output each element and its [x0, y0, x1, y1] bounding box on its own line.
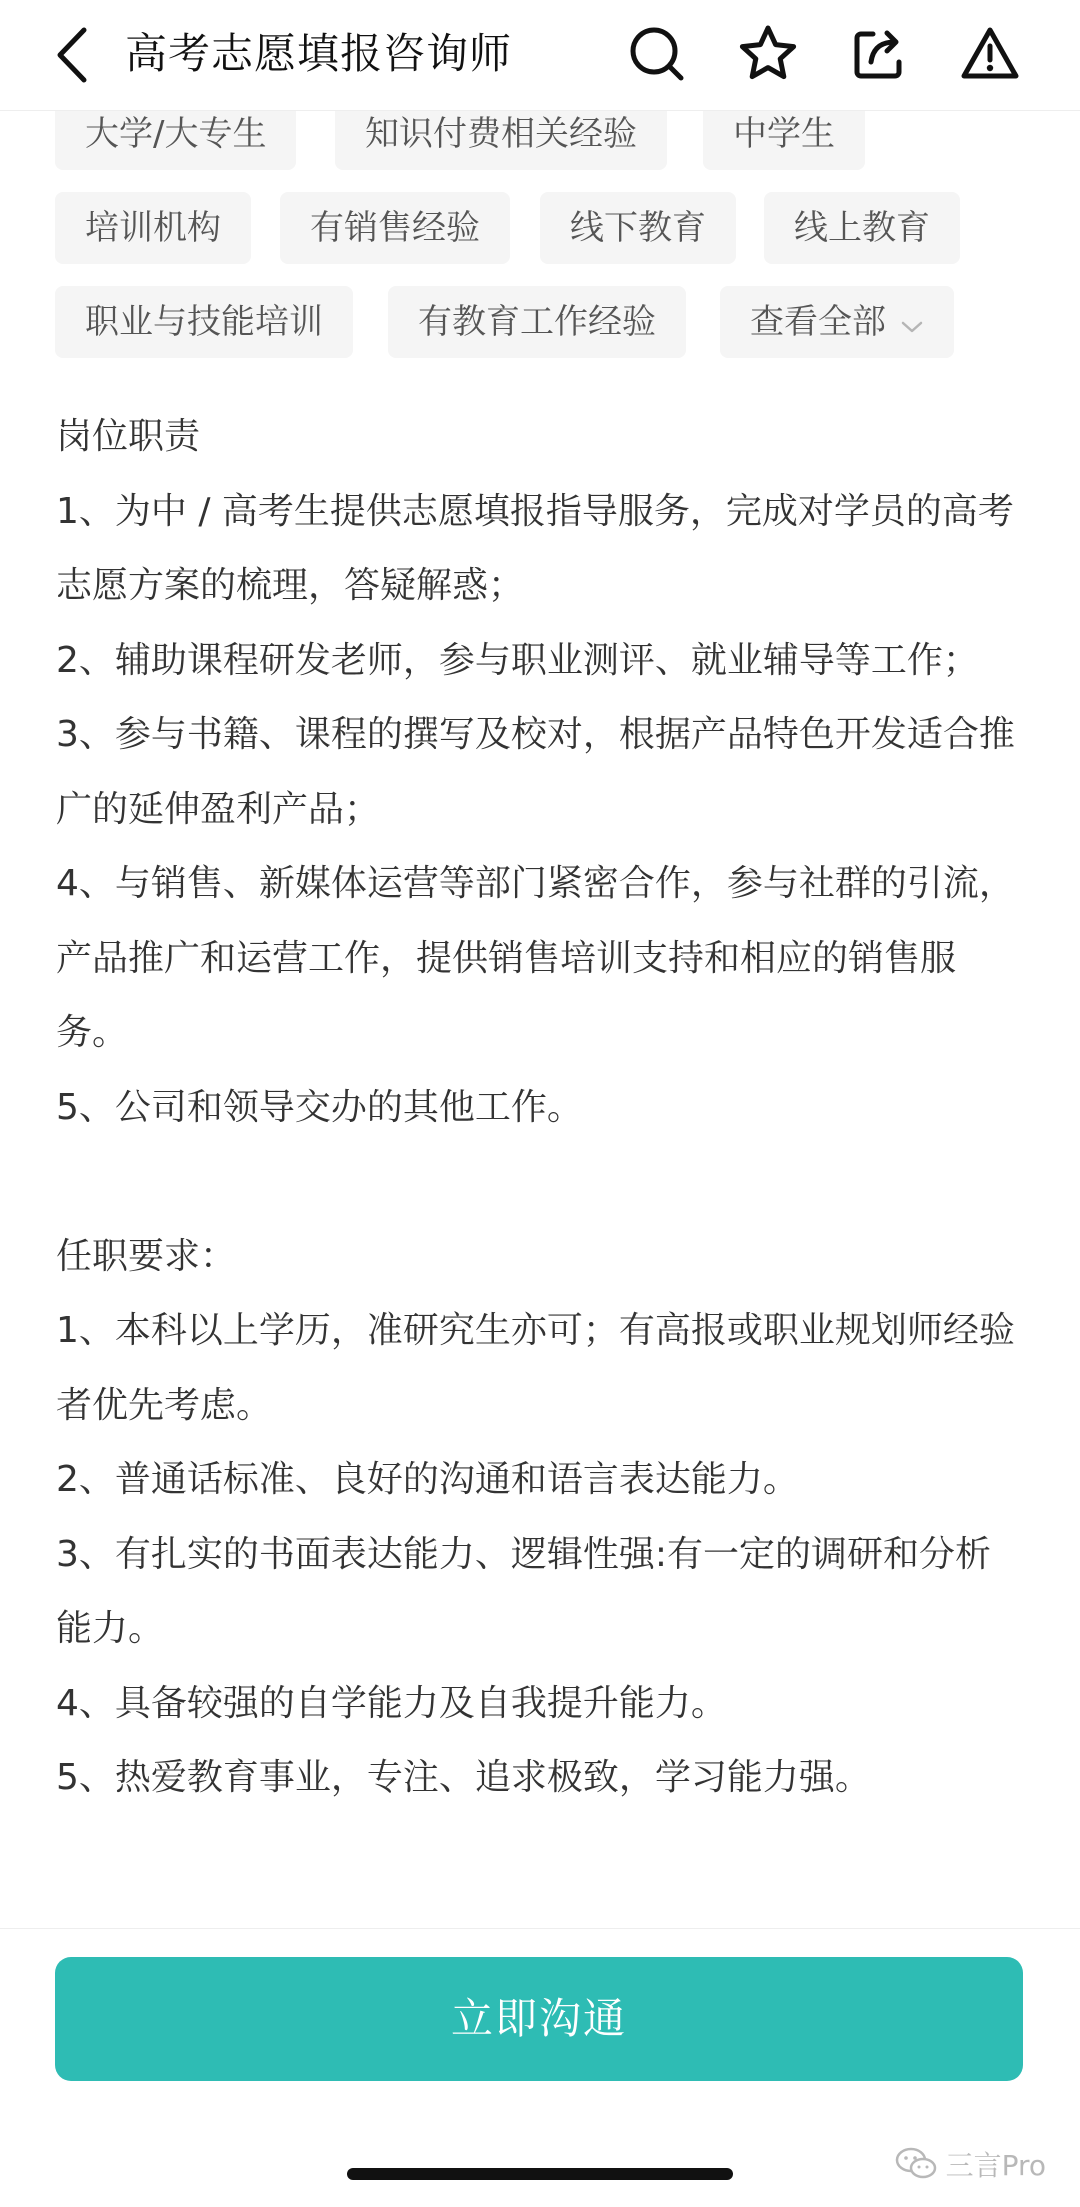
duty-item: 2、辅助课程研发老师，参与职业测评、就业辅导等工作；: [56, 639, 979, 681]
requirements-heading: 任职要求：: [56, 1235, 237, 1277]
chevron-down-icon: [900, 288, 924, 360]
page-title: 高考志愿填报咨询师: [125, 29, 513, 78]
tag-chip: 培训机构: [55, 192, 251, 264]
duty-item: 3、参与书籍、课程的撰写及校对，根据产品特色开发适合推广的延伸盈利产品；: [56, 714, 1015, 830]
search-icon: [625, 22, 689, 86]
report-icon: [958, 22, 1022, 86]
requirement-item: 3、有扎实的书面表达能力、逻辑性强:有一定的调研和分析能力。: [56, 1533, 992, 1649]
duties-heading: 岗位职责: [56, 416, 201, 457]
tag-chip: 职业与技能培训: [55, 286, 353, 358]
wechat-icon: [894, 2146, 938, 2182]
share-icon: [847, 22, 911, 86]
requirement-item: 1、本科以上学历，准研究生亦可；有高报或职业规划师经验者优先考虑。: [56, 1310, 1015, 1426]
job-description: [56, 400, 1026, 1816]
back-button[interactable]: [48, 22, 98, 88]
view-all-label: 查看全部: [750, 302, 886, 342]
home-indicator[interactable]: [347, 2168, 733, 2180]
requirement-item: 5、热爱教育事业，专注、追求极致，学习能力强。: [56, 1757, 871, 1798]
back-icon: [48, 22, 98, 88]
report-button[interactable]: [958, 22, 1022, 86]
tag-chip: 有销售经验: [280, 192, 510, 264]
requirement-item: 4、具备较强的自学能力及自我提升能力。: [56, 1682, 727, 1724]
search-button[interactable]: [625, 22, 689, 86]
tag-chip: 线上教育: [764, 192, 960, 264]
tag-chip: 线下教育: [540, 192, 736, 264]
duty-item: 4、与销售、新媒体运营等部门紧密合作，参与社群的引流，产品推广和运营工作，提供销售培训支持和相应的销售服务。: [56, 863, 1015, 1053]
star-icon: [736, 22, 800, 86]
view-all-tags-button[interactable]: [720, 286, 954, 358]
duty-item: 1、为中 / 高考生提供志愿填报指导服务，完成对学员的高考志愿方案的梳理，答疑解惑；: [56, 490, 1014, 606]
footer-divider: [0, 1928, 1080, 1929]
duty-item: 5、公司和领导交办的其他工作。: [56, 1086, 583, 1128]
tag-chip: 大学/大专生: [55, 98, 296, 170]
top-nav-bar: [0, 0, 1080, 111]
spacer: [56, 1145, 1026, 1220]
tag-chip: 中学生: [703, 98, 865, 170]
share-button[interactable]: [847, 22, 911, 86]
requirement-item: 2、普通话标准、良好的沟通和语言表达能力。: [56, 1459, 799, 1500]
watermark-text: 三言Pro: [945, 2149, 1046, 2182]
tag-chip: 有教育工作经验: [388, 286, 686, 358]
favorite-button[interactable]: [736, 22, 800, 86]
watermark: [894, 2142, 1046, 2186]
tag-chip: 知识付费相关经验: [335, 98, 667, 170]
chat-now-button[interactable]: 立即沟通: [55, 1957, 1023, 2081]
